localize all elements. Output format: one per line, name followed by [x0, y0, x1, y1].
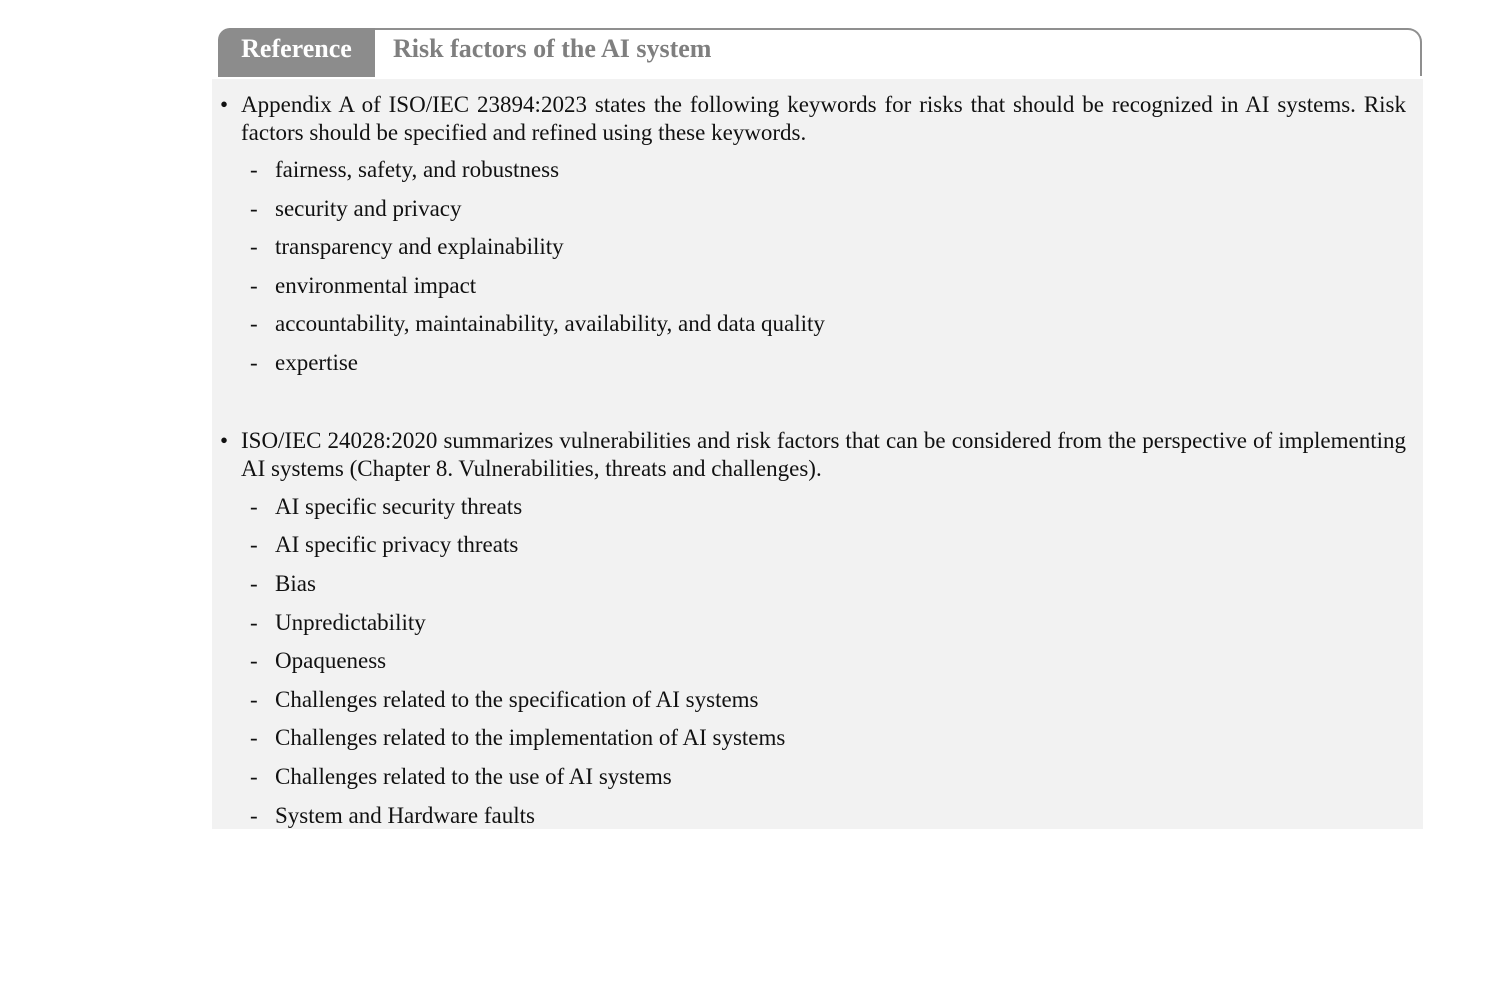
dash-icon: - [250, 234, 258, 259]
list-item-text: Challenges related to the implementation of AI systems [275, 725, 786, 750]
dash-icon: - [250, 273, 258, 298]
list-item-text: Opaqueness [275, 648, 387, 673]
list-item-text: Bias [275, 571, 316, 596]
dash-icon: - [250, 311, 258, 336]
list-item-text: System and Hardware faults [275, 803, 535, 828]
reference-tab-label: Reference [218, 28, 375, 77]
bullet-icon: • [220, 428, 229, 453]
dash-icon: - [250, 196, 258, 221]
dash-icon: - [250, 494, 258, 519]
reference-box [212, 28, 1424, 829]
dash-icon: - [250, 803, 258, 828]
list-item-text: environmental impact [275, 273, 477, 298]
dash-icon: - [250, 350, 258, 375]
bullet-iso-24028 [220, 427, 1406, 483]
list-item-text: AI specific security threats [275, 494, 523, 519]
dash-icon: - [250, 648, 258, 673]
list-item-text: expertise [275, 350, 359, 375]
dash-icon: - [250, 571, 258, 596]
list-item-text: transparency and explainability [275, 234, 564, 259]
list-item-text: Unpredictability [275, 610, 426, 635]
dash-icon: - [250, 687, 258, 712]
list-item-text: Challenges related to the use of AI systems [275, 764, 672, 789]
list-item-text: AI specific privacy threats [275, 532, 519, 557]
bullet-iso-23894 [220, 91, 1406, 147]
dash-icon: - [250, 725, 258, 750]
list-item-text: accountability, maintainability, availability, and data quality [275, 311, 825, 336]
list-item-text: security and privacy [275, 196, 462, 221]
bullet-icon: • [220, 92, 229, 117]
list-item-text: fairness, safety, and robustness [275, 157, 560, 182]
dash-icon: - [250, 764, 258, 789]
dash-icon: - [250, 532, 258, 557]
reference-title: Risk factors of the AI system [393, 34, 712, 63]
bullet-text: Appendix A of ISO/IEC 23894:2023 states the following keywords for risks that should be recognized in AI systems. Risk factors should be specified and refined using these keywords. [241, 92, 1406, 145]
reference-body [212, 79, 1423, 829]
dash-icon: - [250, 157, 258, 182]
list-item-text: Challenges related to the specification of AI systems [275, 687, 759, 712]
dash-icon: - [250, 610, 258, 635]
bullet-text: ISO/IEC 24028:2020 summarizes vulnerabilities and risk factors that can be considered from the perspective of implementing AI systems (Chapter 8. Vulnerabilities, threats and challenges). [241, 428, 1406, 481]
